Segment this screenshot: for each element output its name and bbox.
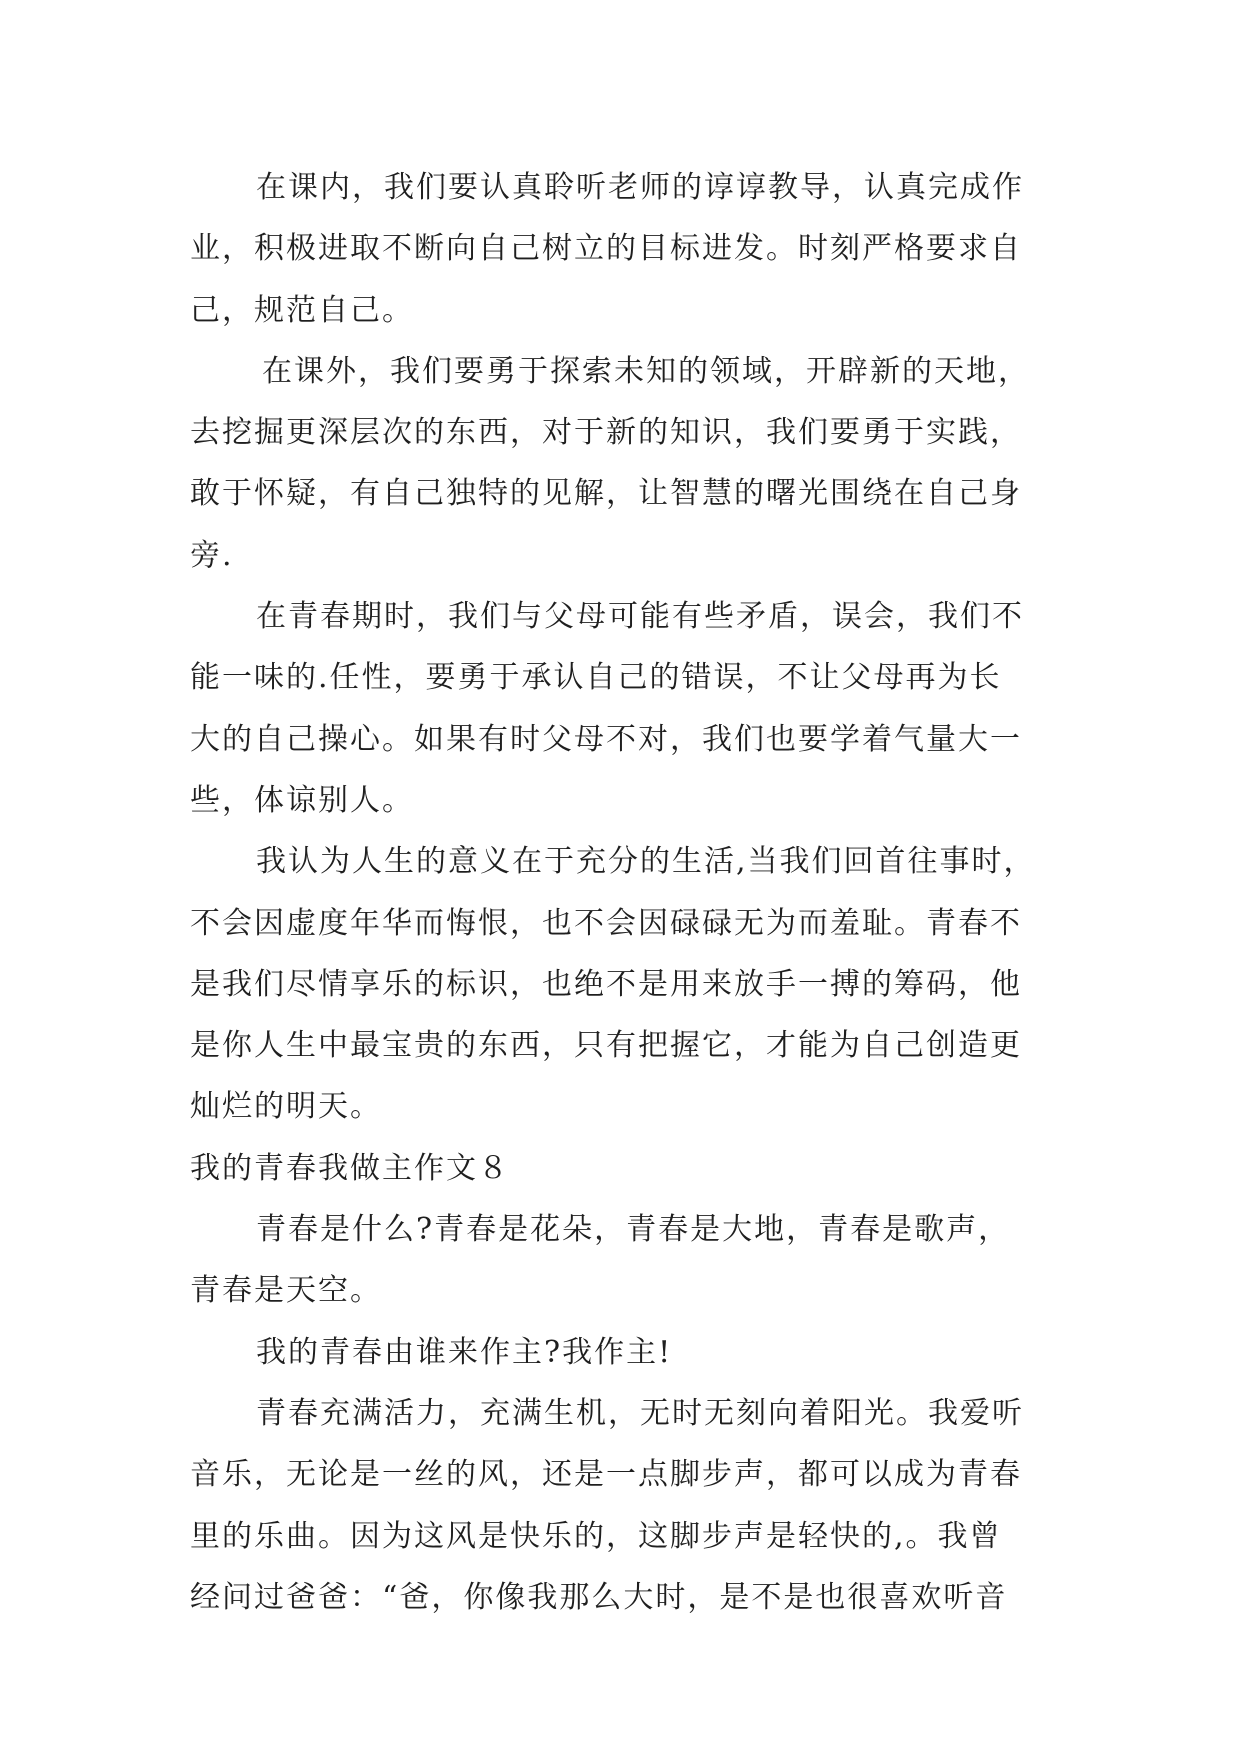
paragraph-line: 去挖掘更深层次的东西，对于新的知识，我们要勇于实践， xyxy=(190,415,1022,451)
paragraph-line: 些，体谅别人。 xyxy=(190,782,414,818)
paragraph-line: 是我们尽情享乐的标识，也绝不是用来放手一搏的筹码，他 xyxy=(190,966,1022,1002)
paragraph-line: 在课内，我们要认真聆听老师的谆谆教导，认真完成作 xyxy=(256,170,1024,205)
paragraph-line: 在青春期时，我们与父母可能有些矛盾，误会，我们不 xyxy=(256,599,1024,635)
paragraph-line: 不会因虚度年华而悔恨，也不会因碌碌无为而羞耻。青春不 xyxy=(190,905,1022,941)
paragraph-line: 敢于怀疑，有自己独特的见解，让智慧的曙光围绕在自己身 xyxy=(190,476,1022,512)
section-heading: 我的青春我做主作文８ xyxy=(190,1150,510,1186)
paragraph-line: 灿烂的明天。 xyxy=(190,1089,382,1125)
document-body xyxy=(190,157,1070,1628)
paragraph-line: 音乐，无论是一丝的风，还是一点脚步声，都可以成为青春 xyxy=(190,1457,1022,1493)
paragraph-line: 青春是天空。 xyxy=(190,1273,382,1309)
paragraph-line: 我认为人生的意义在于充分的生活,当我们回首往事时， xyxy=(256,844,1036,880)
paragraph-line: 业，积极进取不断向自己树立的目标进发。时刻严格要求自 xyxy=(190,231,1022,267)
paragraph-line: 旁. xyxy=(190,537,234,573)
paragraph-line: 是你人生中最宝贵的东西，只有把握它，才能为自己创造更 xyxy=(190,1028,1022,1064)
paragraph-line: 在课外，我们要勇于探索未知的领域，开辟新的天地， xyxy=(262,353,1030,389)
paragraph-line: 青春充满活力，充满生机，无时无刻向着阳光。我爱听 xyxy=(256,1395,1024,1431)
paragraph-line: 经问过爸爸：“爸，你像我那么大时，是不是也很喜欢听音 xyxy=(190,1579,1008,1615)
paragraph-line: 能一味的.任性，要勇于承认自己的错误，不让父母再为长 xyxy=(190,660,1002,696)
paragraph-line: 大的自己操心。如果有时父母不对，我们也要学着气量大一 xyxy=(190,721,1022,757)
paragraph-line: 己，规范自己。 xyxy=(190,292,414,328)
paragraph-line: 青春是什么?青春是花朵，青春是大地，青春是歌声， xyxy=(256,1212,1011,1248)
paragraph-line: 里的乐曲。因为这风是快乐的，这脚步声是轻快的,。我曾 xyxy=(190,1518,1002,1554)
paragraph-line: 我的青春由谁来作主?我作主! xyxy=(256,1334,673,1370)
